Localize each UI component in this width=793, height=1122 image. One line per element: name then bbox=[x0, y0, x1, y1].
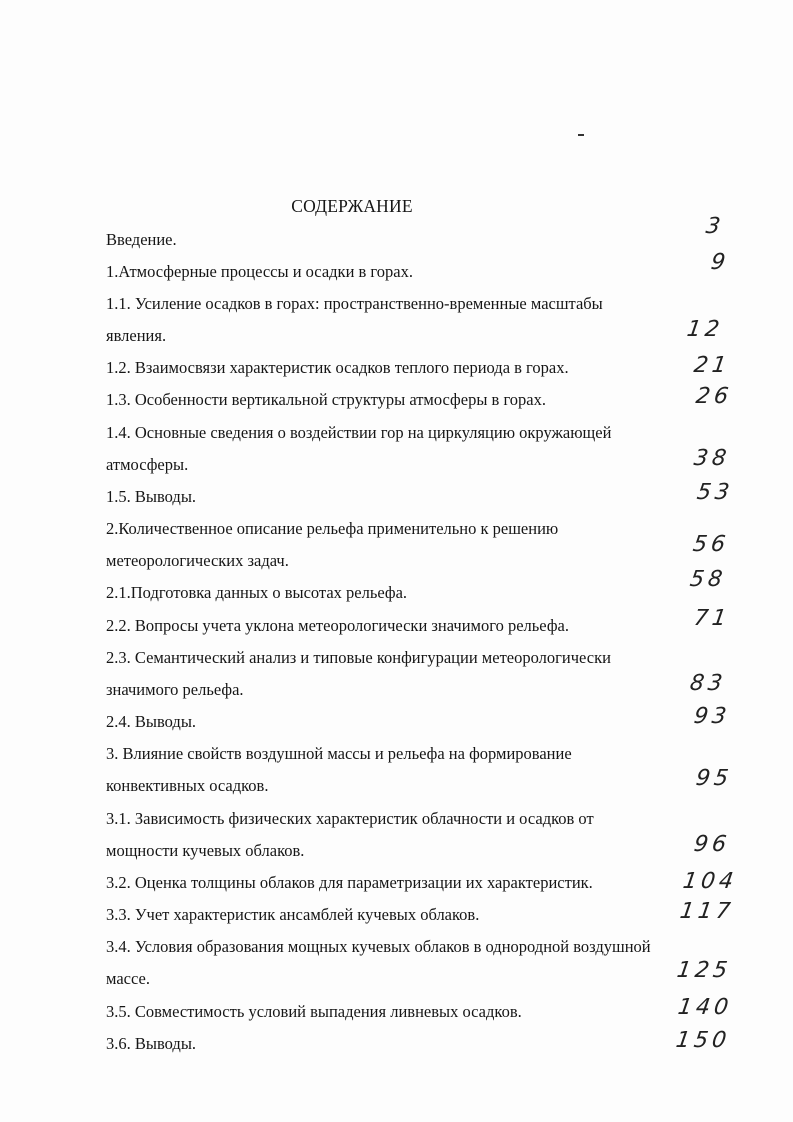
toc-line: 3.5. Совместимость условий выпадения ливневых осадков. bbox=[106, 1002, 522, 1021]
handwritten-page-number: 150 bbox=[674, 1028, 732, 1053]
handwritten-page-number: 96 bbox=[692, 832, 732, 857]
toc-line: 3.4. Условия образования мощных кучевых облаков в однородной воздушной bbox=[106, 937, 651, 956]
toc-line: 3.2. Оценка толщины облаков для параметризации их характеристик. bbox=[106, 873, 593, 892]
handwritten-page-number: 9 bbox=[709, 250, 731, 275]
toc-title: СОДЕРЖАНИЕ bbox=[291, 196, 413, 216]
handwritten-page-number: 93 bbox=[692, 704, 732, 729]
handwritten-page-number: 12 bbox=[685, 317, 725, 342]
toc-line: 2.2. Вопросы учета уклона метеорологически значимого рельефа. bbox=[106, 616, 569, 635]
toc-line: 3.3. Учет характеристик ансамблей кучевых облаков. bbox=[106, 905, 480, 924]
toc-line: 1.2. Взаимосвязи характеристик осадков теплого периода в горах. bbox=[106, 358, 569, 377]
handwritten-page-number: 140 bbox=[676, 995, 734, 1020]
toc-line: 2.1.Подготовка данных о высотах рельефа. bbox=[106, 583, 408, 602]
toc-line: 3.6. Выводы. bbox=[106, 1034, 197, 1053]
toc-line: метеорологических задач. bbox=[106, 551, 289, 570]
toc-line: мощности кучевых облаков. bbox=[106, 841, 305, 860]
toc-line: 3. Влияние свойств воздушной массы и рельефа на формирование bbox=[106, 744, 572, 763]
toc-line: 3.1. Зависимость физических характеристик облачности и осадков от bbox=[106, 809, 594, 828]
toc-line: явления. bbox=[106, 326, 167, 345]
toc-line: 1.5. Выводы. bbox=[106, 487, 197, 506]
handwritten-page-number: 26 bbox=[694, 384, 734, 409]
handwritten-page-number: 104 bbox=[681, 869, 739, 894]
handwritten-page-number: 125 bbox=[675, 958, 733, 983]
toc-line: 1.4. Основные сведения о воздействии гор на циркуляцию окружающей bbox=[106, 423, 612, 442]
handwritten-page-number: 83 bbox=[688, 671, 728, 696]
handwritten-page-number: 56 bbox=[691, 532, 731, 557]
handwritten-page-number: 71 bbox=[692, 606, 732, 631]
handwritten-page-number: 3 bbox=[704, 214, 726, 239]
handwritten-page-number: 53 bbox=[695, 480, 735, 505]
toc-line: значимого рельефа. bbox=[106, 680, 244, 699]
toc-line: массе. bbox=[106, 969, 150, 988]
scan-speck bbox=[578, 134, 584, 136]
toc-line: конвективных осадков. bbox=[106, 776, 269, 795]
toc-line: 1.3. Особенности вертикальной структуры атмосферы в горах. bbox=[106, 390, 546, 409]
toc-line: Введение. bbox=[106, 230, 177, 249]
toc-line: 2.Количественное описание рельефа применительно к решению bbox=[106, 519, 559, 538]
toc-line: атмосферы. bbox=[106, 455, 189, 474]
handwritten-page-number: 21 bbox=[692, 353, 732, 378]
toc-line: 2.4. Выводы. bbox=[106, 712, 197, 731]
toc-line: 2.3. Семантический анализ и типовые конфигурации метеорологически bbox=[106, 648, 611, 667]
toc-line: 1.1. Усиление осадков в горах: пространственно-временные масштабы bbox=[106, 294, 603, 313]
handwritten-page-number: 95 bbox=[694, 766, 734, 791]
handwritten-page-number: 58 bbox=[688, 567, 728, 592]
handwritten-page-number: 117 bbox=[678, 899, 736, 924]
toc-line: 1.Атмосферные процессы и осадки в горах. bbox=[106, 262, 413, 281]
handwritten-page-number: 38 bbox=[692, 446, 732, 471]
